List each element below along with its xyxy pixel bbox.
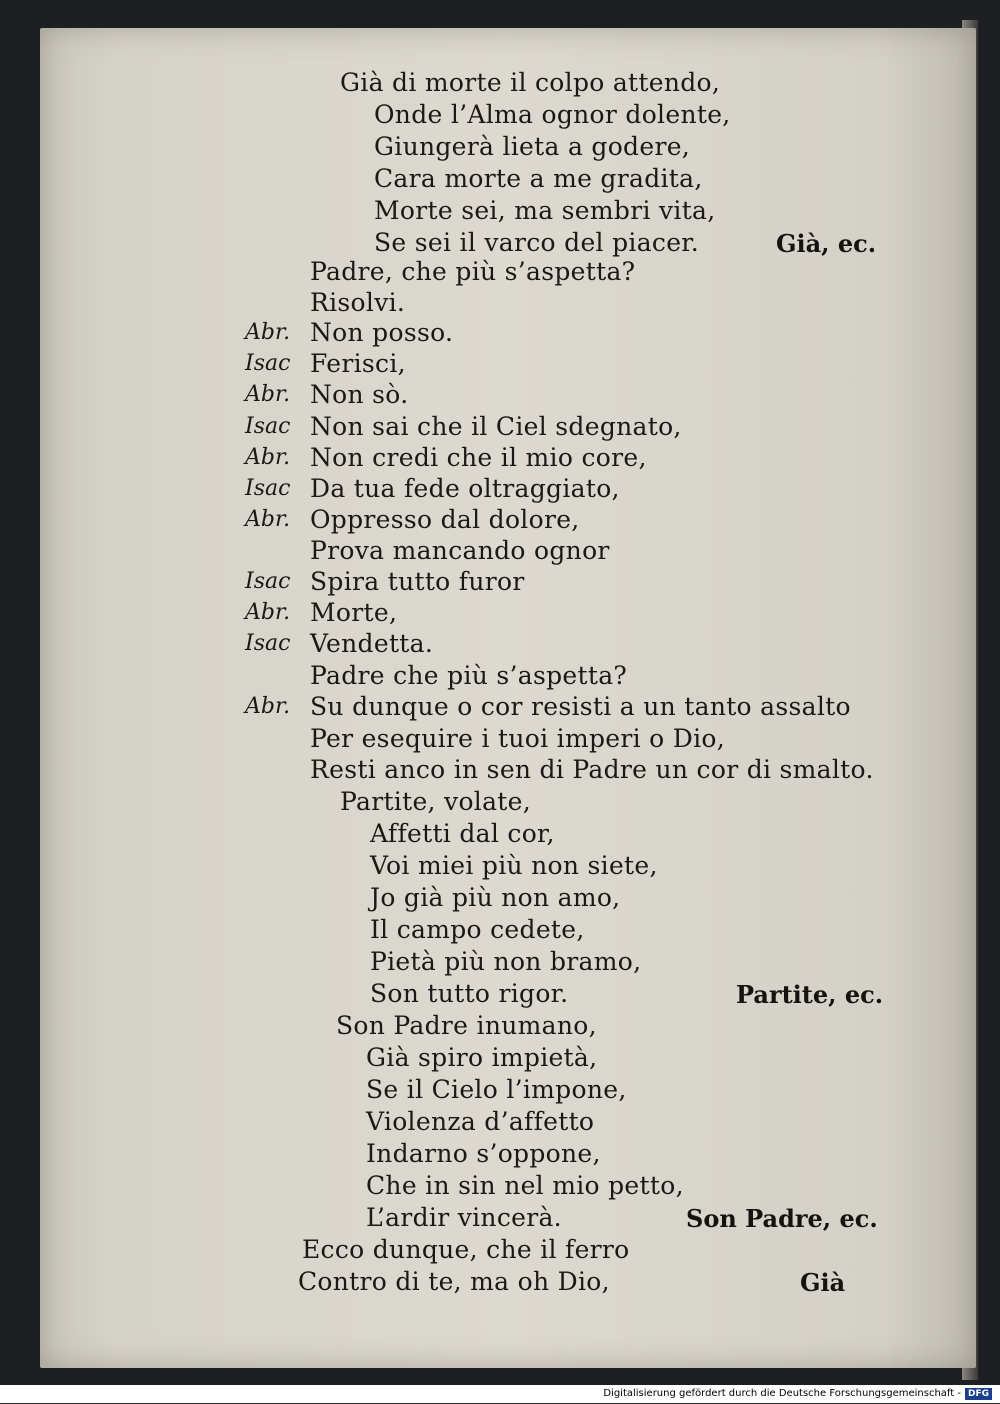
book-page xyxy=(40,28,976,1368)
text-line: Da tua fede oltraggiato, xyxy=(310,474,620,503)
text-line: Non credi che il mio core, xyxy=(310,443,647,472)
speaker-isac: Isac xyxy=(245,351,291,376)
text-line: Oppresso dal dolore, xyxy=(310,505,580,534)
text-line: Son tutto rigor. xyxy=(370,979,569,1008)
dfg-logo: DFG xyxy=(965,1388,992,1400)
text-line: Indarno s’oppone, xyxy=(366,1139,601,1168)
text-line: Per esequire i tuoi imperi o Dio, xyxy=(310,724,726,753)
speaker-isac: Isac xyxy=(245,476,291,501)
text-line: Padre, che più s’aspetta? xyxy=(310,257,636,286)
text-line: Resti anco in sen di Padre un cor di smalto. xyxy=(310,755,874,784)
text-line: Che in sin nel mio petto, xyxy=(366,1171,684,1200)
speaker-abr: Abr. xyxy=(245,445,291,470)
text-line: Voi miei più non siete, xyxy=(370,851,658,880)
da-capo-cue: Già, ec. xyxy=(776,229,877,258)
text-line: Giungerà lieta a godere, xyxy=(374,132,691,161)
text-line: Onde l’Alma ognor dolente, xyxy=(374,100,731,129)
text-line: Già di morte il colpo attendo, xyxy=(340,68,721,97)
text-line: Già spiro impietà, xyxy=(366,1043,598,1072)
digitization-footer xyxy=(0,1385,1000,1403)
text-line: Pietà più non bramo, xyxy=(370,947,642,976)
speaker-abr: Abr. xyxy=(245,382,291,407)
speaker-abr: Abr. xyxy=(245,694,291,719)
text-line: Prova mancando ognor xyxy=(310,536,610,565)
text-line: Spira tutto furor xyxy=(310,567,525,596)
speaker-isac: Isac xyxy=(245,569,291,594)
text-line: Morte, xyxy=(310,598,398,627)
text-line: Non posso. xyxy=(310,318,454,347)
text-line: L’ardir vincerà. xyxy=(366,1203,562,1232)
text-line: Ferisci, xyxy=(310,349,406,378)
text-line: Il campo cedete, xyxy=(370,915,585,944)
footer-text: Digitalisierung gefördert durch die Deutsche Forschungsgemeinschaft - xyxy=(603,1388,961,1399)
text-line: Vendetta. xyxy=(310,629,434,658)
speaker-isac: Isac xyxy=(245,414,291,439)
text-line: Non sai che il Ciel sdegnato, xyxy=(310,412,682,441)
speaker-abr: Abr. xyxy=(245,600,291,625)
text-line: Son Padre inumano, xyxy=(336,1011,597,1040)
text-line: Violenza d’affetto xyxy=(366,1107,595,1136)
text-line: Se il Cielo l’impone, xyxy=(366,1075,627,1104)
text-line: Partite, volate, xyxy=(340,787,531,816)
text-line: Se sei il varco del piacer. xyxy=(374,228,700,257)
text-line: Ecco dunque, che il ferro xyxy=(302,1235,630,1264)
catchword: Già xyxy=(800,1268,846,1297)
speaker-abr: Abr. xyxy=(245,320,291,345)
da-capo-cue: Partite, ec. xyxy=(736,980,884,1009)
text-line: Non sò. xyxy=(310,380,409,409)
text-line: Su dunque o cor resisti a un tanto assalto xyxy=(310,692,851,721)
text-line: Jo già più non amo, xyxy=(370,883,621,912)
text-line: Affetti dal cor, xyxy=(370,819,555,848)
da-capo-cue: Son Padre, ec. xyxy=(686,1204,878,1233)
speaker-abr: Abr. xyxy=(245,507,291,532)
text-line: Padre che più s’aspetta? xyxy=(310,661,628,690)
text-line: Cara morte a me gradita, xyxy=(374,164,703,193)
speaker-isac: Isac xyxy=(245,631,291,656)
text-line: Contro di te, ma oh Dio, xyxy=(298,1267,610,1296)
text-line: Morte sei, ma sembri vita, xyxy=(374,196,716,225)
text-line: Risolvi. xyxy=(310,288,406,317)
